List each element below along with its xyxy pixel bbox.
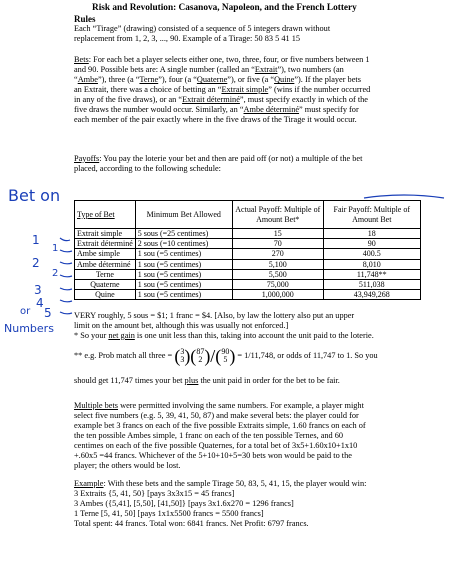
rules-heading: Rules <box>74 14 96 24</box>
example-paragraph: Example: With these bets and the sample Tirage 50, 83, 5, 41, 15, the player would win: 3 Extraits {5, 41, 50} [pays 3x3x15 = 45 francs] 3 Ambes ({5,41], [5,50], [41,50]} [pays 3x1.6x270 = 1296 francs] 1 Terne [5, 41, 50] [pays 1x1x5500 francs = 5500 francs] Total spent: 44 francs. Total won: 6841 francs. Net Profit: 6797 francs. <box>74 479 367 528</box>
handwritten-number-1: 1 <box>32 233 40 247</box>
multiple-bets-paragraph: Multiple bets were permitted involving the same numbers. For example, a player might select five numbers (e.g. 5, 39, 41, 50, 87) and make several bets: the player could for example bet 3 francs on each of the five possible Extraits simple, 1.60 francs on each of the ten possible Ambes simple, 1 franc on each of the ten possible Ternes, and 60 centimes on each of the five possible Quaternes, for a total bet of 3x5+1.60x10+1x10 +.60x5 =44 francs. Whichever of the 5+10+10+5=30 bets won would be paid to the player; the others would be lost. <box>74 401 366 470</box>
handwritten-number-2: 2 <box>32 256 40 270</box>
notes-paragraph: VERY roughly, 5 sous = $1; 1 franc = $4. [Also, by law the lottery also put an upper limit on the amount bet, although this was usually not enforced.] * So your net gain is one unit less than this, taking into account the unit paid to the loterie. <box>74 311 374 340</box>
table-row: Ambe déterminé 1 sou (=5 centimes) 5,100 8,010 <box>75 259 421 269</box>
table-header: Fair Payoff: Multiple of Amount Bet <box>323 201 420 229</box>
table-header: Actual Payoff: Multiple of Amount Bet* <box>232 201 323 229</box>
table-row: Quaterne 1 sou (=5 centimes) 75,000 511,038 <box>75 280 421 290</box>
rules-paragraph: Each “Tirage” (drawing) consisted of a sequence of 5 integers drawn without replacement from 1, 2, 3, ..., 90. Example of a Tirage: 50 83 5 41 15 <box>74 24 331 43</box>
handwritten-or: or <box>20 306 31 317</box>
payoffs-paragraph: Payoffs: You pay the loterie your bet and then are paid off (or not) a multiple of the bet placed, according to the following schedule: <box>74 154 363 173</box>
handwritten-numbers: Numbers <box>4 322 54 335</box>
bets-paragraph: Bets: For each bet a player selects either one, two, three, four, or five numbers between 1 and 90. Possible bets are: A single number (called an “Extrait”), two numbers (an “Ambe”), three (a “Terne”), four (a “Quaterne”), or five (a “Quine”). If the player bets an Extrait, there was a choice of betting an “Extrait simple” (wins if the number occurred in any of the five draws), or an “Extrait déterminé”, must specify exactly in which of the five draws the number would occur. Similarly, an “Ambe déterminé” must specify for each member of the pair exactly where in the five draws of the Tirage it would occur. <box>74 55 371 124</box>
table-row: Quine 1 sou (=5 centimes) 1,000,000 43,949,268 <box>75 290 421 300</box>
handwritten-underline <box>364 195 444 198</box>
fair-note: should get 11,747 times your bet plus the unit paid in order for the bet to be fair. <box>74 376 340 385</box>
handwritten-number-3: 3 <box>34 283 42 297</box>
handwritten-number-4: 4 <box>36 296 44 310</box>
handwritten-number-2b: 2 <box>52 268 59 279</box>
table-header: Type of Bet <box>75 201 136 229</box>
table-row: Extrait simple 5 sous (=25 centimes) 15 18 <box>75 229 421 239</box>
table-row: Extrait déterminé 2 sous (=10 centimes) 70 90 <box>75 239 421 249</box>
payoff-table <box>74 200 421 300</box>
table-row: Ambe simple 1 sou (=5 centimes) 270 400.5 <box>75 249 421 259</box>
table-header: Minimum Bet Allowed <box>135 201 232 229</box>
probability-note: ** e.g. Prob match all three = (3 3)(87 2 )/(90 5 ) = 1/11,748, or odds of 11,747 to 1. So you <box>74 346 378 366</box>
document-title: Risk and Revolution: Casanova, Napoleon, and the French Lottery <box>92 3 357 13</box>
binomial-expression: (3 3)(87 2 )/(90 5 ) <box>174 346 236 366</box>
handwritten-number-5: 5 <box>44 306 52 320</box>
handwritten-bet: Bet on <box>8 186 61 205</box>
handwritten-number-1b: 1 <box>52 243 59 254</box>
table-row: Terne 1 sou (=5 centimes) 5,500 11,748** <box>75 269 421 279</box>
pointer-ticks <box>60 238 72 314</box>
